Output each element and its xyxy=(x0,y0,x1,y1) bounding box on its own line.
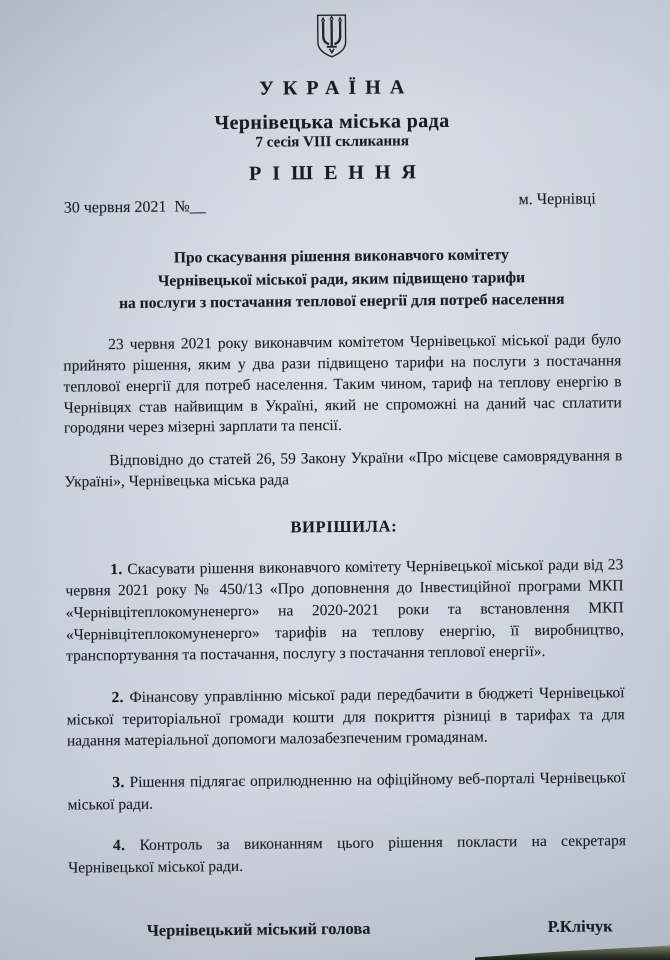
title-line: Про скасування рішення виконавчого комітету xyxy=(173,246,509,267)
item-text: Скасувати рішення виконавчого комітету Чернівецької міської ради від 23 червня 2021 року № 450/13 «Про доповнення до Інвестиційної програми МКП «Чернівцітеплокомуненерго» на 2020-2021 роки та встановлення МКП «Чернівцітеплокомуненерго» тарифів на теплову енергію, її виробництво, транспортування та постачання, послугу з постачання теплової енергії». xyxy=(65,555,624,665)
item-text: Рішення підлягає оприлюдненню на офіційному веб-порталі Чернівецької міської ради. xyxy=(67,769,626,814)
document-place: м. Чернівці xyxy=(518,190,596,209)
document-type-heading: РІШЕННЯ xyxy=(248,161,428,185)
signer-name: Р.Клічук xyxy=(547,916,613,936)
ukraine-trident-icon xyxy=(312,12,349,60)
document-date: 30 червня 2021 xyxy=(63,198,167,217)
document-body xyxy=(62,243,627,941)
item-number: 4. xyxy=(112,837,126,855)
document-number-blank: №__ xyxy=(174,198,206,216)
document-header xyxy=(0,0,668,218)
item-number: 3. xyxy=(112,774,125,792)
signature-row xyxy=(147,916,613,940)
item-text: Контроль за виконанням цього рішення покласти на секретаря Чернівецької міської ради. xyxy=(68,832,627,877)
preamble-paragraph: 23 червня 2021 року виконавчим комітетом Чернівецької міської ради було прийнято рішення, яким у два рази підвищено тарифи на послуги з постачання теплової енергії для потреб населення. Таким чином, тариф на теплову енергію в Чернівцях став найвищим в Україні, який не спроможні на даний час сплатити городяни через мізерні зарплати та пенсії. xyxy=(63,331,622,437)
decision-item-1 xyxy=(65,554,624,668)
country-name: УКРАЇНА xyxy=(259,76,414,100)
item-number: 1. xyxy=(110,560,123,578)
title-line: на послуги з постачання теплової енергії для потреб населення xyxy=(118,291,565,313)
item-text: Фінансову управлінню міської ради передбачити в бюджеті Чернівецької міської територіальної громади кошти для покриття різниці в тарифах та для надання матеріальної допомоги малозабезпеченим громадянам. xyxy=(66,684,625,750)
resolved-heading: ВИРІШИЛА: xyxy=(290,515,398,536)
organization-name: Чернівецька міська рада xyxy=(214,109,450,135)
date-row xyxy=(63,190,596,217)
signer-position: Чернівецький міський голова xyxy=(146,918,371,940)
session-line: 7 сесія VIII скликання xyxy=(255,133,409,151)
item-number: 2. xyxy=(111,689,124,707)
decision-item-3 xyxy=(67,767,625,816)
date-and-number xyxy=(64,198,206,217)
title-line: Чернівецької міської ради, яким підвищено тарифи xyxy=(157,268,526,290)
decision-item-4 xyxy=(68,831,626,880)
legal-basis-paragraph: Відповідно до статей 26, 59 Закону України «Про місцеве самоврядування в Україні», Чернівецька міська рада xyxy=(64,447,623,491)
decision-item-2 xyxy=(66,682,625,752)
document-title xyxy=(62,243,621,317)
